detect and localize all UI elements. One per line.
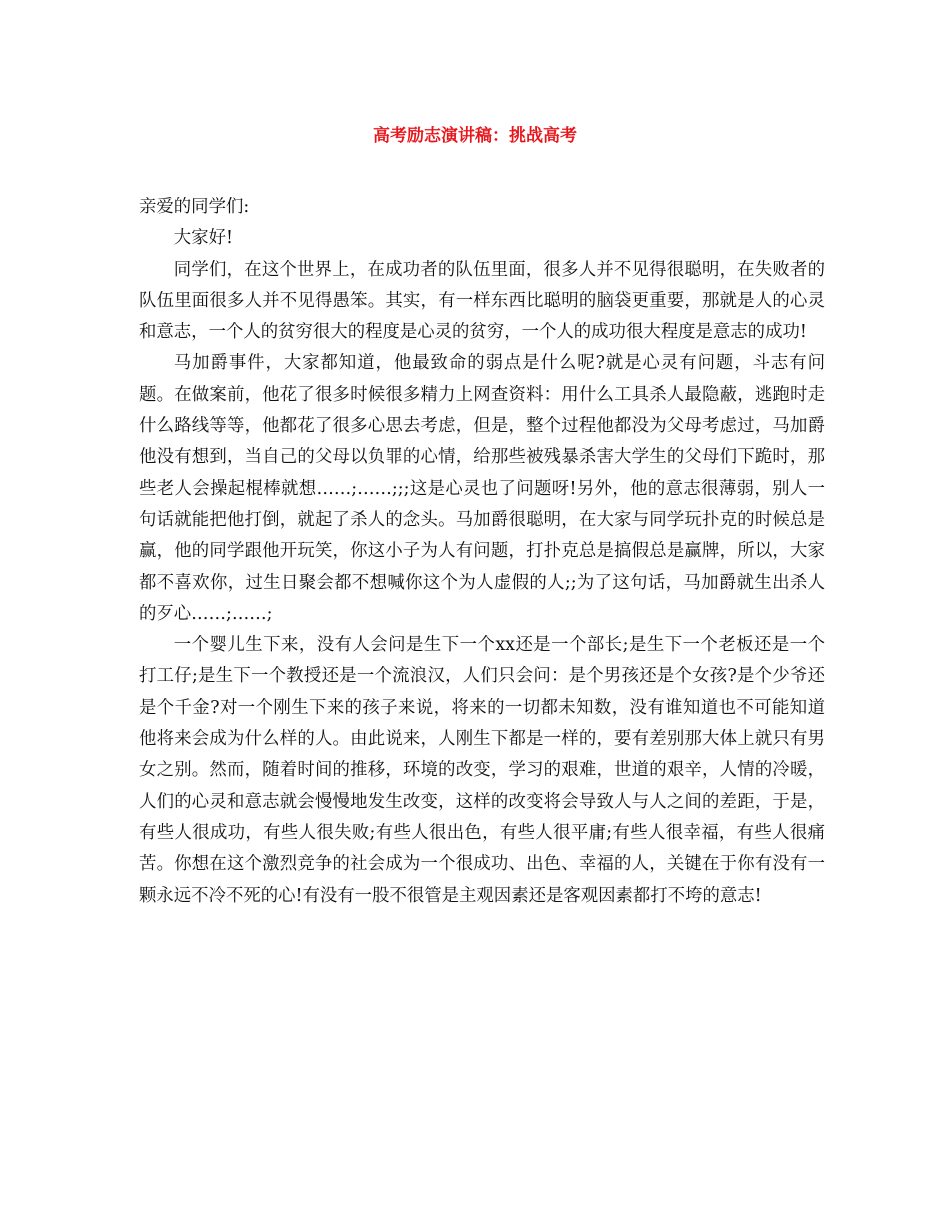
salutation: 亲爱的同学们: [139,197,250,217]
document-body [139,192,825,912]
paragraph-1: 同学们，在这个世界上，在成功者的队伍里面，很多人并不见得很聪明，在失败者的队伍里面很多人并不见得愚笨。其实，有一样东西比聪明的脑袋更重要，那就是人的心灵和意志，一个人的贫穷很大的程度是心灵的贫穷，一个人的成功很大程度是意志的成功! [139,259,825,343]
document-title: 高考励志演讲稿：挑战高考 [373,126,577,146]
paragraph-3: 一个婴儿生下来，没有人会问是生下一个xx还是一个部长;是生下一个老板还是一个打工仔;是生下一个教授还是一个流浪汉，人们只会问：是个男孩还是个女孩?是个少爷还是个千金?对一个刚生下来的孩子来说，将来的一切都未知数，没有谁知道也不可能知道他将来会成为什么样的人。由此说来，人刚生下都是一样的，要有差别那大体上就只有男女之别。然而，随着时间的推移，环境的改变，学习的艰难，世道的艰辛，人情的冷暖，人们的心灵和意志就会慢慢地发生改变，这样的改变将会导致人与人之间的差距，于是，有些人很成功，有些人很失败;有些人很出色，有些人很平庸;有些人很幸福，有些人很痛苦。你想在这个激烈竞争的社会成为一个很成功、出色、幸福的人，关键在于你有没有一颗永远不冷不死的心!有没有一股不很管是主观因素还是客观因素都打不垮的意志! [139,635,825,906]
paragraph-2: 马加爵事件，大家都知道，他最致命的弱点是什么呢?就是心灵有问题，斗志有问题。在做案前，他花了很多时候很多精力上网查资料：用什么工具杀人最隐蔽，逃跑时走什么路线等等，他都花了很多心思去考虑，但是，整个过程他都没为父母考虑过，马加爵他没有想到，当自己的父母以负罪的心情，给那些被残暴杀害大学生的父母们下跪时，那些老人会操起棍棒就想……;……;;;这是心灵也了问题呀!另外，他的意志很薄弱，别人一句话就能把他打倒，就起了杀人的念头。马加爵很聪明，在大家与同学玩扑克的时候总是赢，他的同学跟他开玩笑，你这小子为人有问题，打扑克总是搞假总是赢牌，所以，大家都不喜欢你，过生日聚会都不想喊你这个为人虚假的人;;为了这句话，马加爵就生出杀人的歹心……;……; [139,353,825,624]
greeting: 大家好! [173,228,233,249]
